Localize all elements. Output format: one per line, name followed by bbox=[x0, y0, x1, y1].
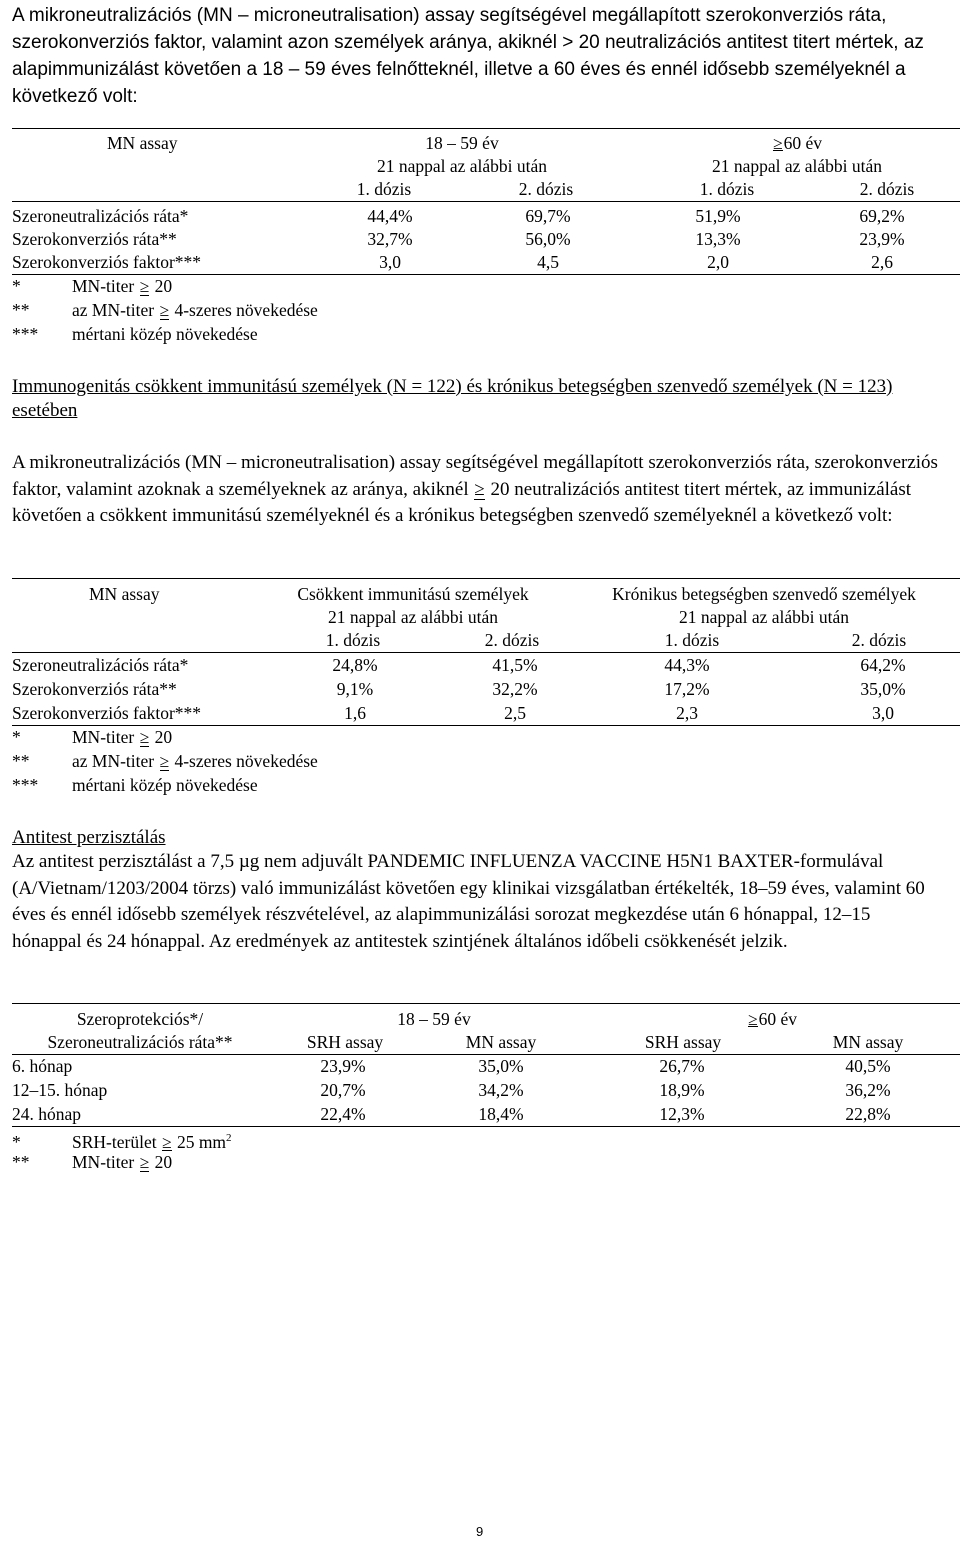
row-label: Szeroneutralizációs ráta* bbox=[12, 206, 189, 226]
table-header-label: MN assay bbox=[107, 133, 178, 153]
dose-1-label: 1. dózis bbox=[699, 179, 755, 199]
table-header-line1: Szeroprotekciós*/ bbox=[76, 1009, 204, 1029]
table-cell: 34,2% bbox=[478, 1080, 524, 1100]
group-title-chronic: Krónikus betegségben szenvedő személyek bbox=[612, 584, 916, 604]
table-rule bbox=[12, 128, 960, 129]
row-label: Szerokonverziós faktor*** bbox=[12, 252, 202, 272]
group-subtitle: 21 nappal az alábbi után bbox=[327, 607, 499, 627]
table-cell: 3,0 bbox=[379, 252, 401, 272]
row-label: 6. hónap bbox=[12, 1056, 73, 1076]
table-rule bbox=[12, 1003, 960, 1004]
table-cell: 44,4% bbox=[367, 206, 413, 226]
table-cell: 2,0 bbox=[707, 252, 729, 272]
table-rule bbox=[12, 201, 960, 202]
table-cell: 18,9% bbox=[659, 1080, 705, 1100]
dose-1-label: 1. dózis bbox=[325, 630, 381, 650]
col-label: SRH assay bbox=[644, 1032, 722, 1052]
table-cell: 69,7% bbox=[525, 206, 571, 226]
table-cell: 69,2% bbox=[859, 206, 905, 226]
row-label: 12–15. hónap bbox=[12, 1080, 108, 1100]
table-cell: 22,4% bbox=[320, 1104, 366, 1124]
col-label: MN assay bbox=[465, 1032, 537, 1052]
row-label: Szerokonverziós ráta** bbox=[12, 679, 177, 699]
table-cell: 22,8% bbox=[845, 1104, 891, 1124]
footnote: *** mértani közép növekedése bbox=[12, 775, 258, 795]
table-cell: 23,9% bbox=[320, 1056, 366, 1076]
table-cell: 41,5% bbox=[492, 655, 538, 675]
table-cell: 1,6 bbox=[344, 703, 366, 723]
table-cell: 64,2% bbox=[860, 655, 906, 675]
dose-2-label: 2. dózis bbox=[851, 630, 907, 650]
group-title-60: ≥60 év bbox=[747, 1009, 798, 1029]
intro-paragraph: A mikroneutralizációs (MN – microneutralisation) assay segítségével megállapított szerokonverziós ráta, szerokonverziós faktor, valamint azon személyek aránya, akiknél > 20 neutralizációs antitest titert mértek, az alapimmunizálást követően a 18 – 59 éves felnőtteknél, illetve a 60 éves és ennél idősebb személyeknél a következő volt: bbox=[12, 5, 924, 107]
table-rule bbox=[12, 652, 960, 653]
table-cell: 2,3 bbox=[676, 703, 698, 723]
table-cell: 35,0% bbox=[860, 679, 906, 699]
paragraph-persistence: Az antitest perzisztálást a 7,5 µg nem adjuvált PANDEMIC INFLUENZA VACCINE H5N1 BAXTER-formulával (A/Vietnam/1203/2004 törzs) való immunizálást követően egy klinikai vizsgálatban értékelték, 18–59 éves, valamint 60 éves és ennél idősebb személyek részvételével, az alapimmunizálási sorozat megkezdése után 6 hónappal, 12–15 hónappal és 24 hónappal. Az eredmények az antitestek szintjének általános időbeli csökkenését jelzik. bbox=[12, 851, 925, 952]
table-cell: 26,7% bbox=[659, 1056, 705, 1076]
row-label: Szerokonverziós ráta** bbox=[12, 229, 177, 249]
group-title-60: ≥60 év bbox=[772, 133, 823, 153]
footnote: ** az MN-titer ≥ 4-szeres növekedése bbox=[12, 750, 318, 774]
footnote: * MN-titer ≥ 20 bbox=[12, 726, 172, 750]
table-cell: 2,5 bbox=[504, 703, 526, 723]
table-cell: 13,3% bbox=[695, 229, 741, 249]
table-cell: 2,6 bbox=[871, 252, 893, 272]
table-cell: 20,7% bbox=[320, 1080, 366, 1100]
page-number: 9 bbox=[476, 1524, 484, 1539]
paragraph-immunogenicity: A mikroneutralizációs (MN – microneutralisation) assay segítségével megállapított szerokonverziós ráta, szerokonverziós faktor, valamint azoknak a személyeknek az aránya, akiknél ≥ 20 neutralizációs antitest titert mértek, az immunizálást követően a csökkent immunitású személyeknél és a krónikus betegségben szenvedő személyeknél a következő volt: bbox=[12, 452, 938, 526]
table-cell: 51,9% bbox=[695, 206, 741, 226]
footnote: ** MN-titer ≥ 20 bbox=[12, 1151, 172, 1175]
dose-2-label: 2. dózis bbox=[518, 179, 574, 199]
table-header-line2: Szeroneutralizációs ráta** bbox=[47, 1032, 233, 1052]
table-cell: 32,7% bbox=[367, 229, 413, 249]
table-cell: 18,4% bbox=[478, 1104, 524, 1124]
group-title-immunocompromised: Csökkent immunitású személyek bbox=[297, 584, 529, 604]
table-cell: 32,2% bbox=[492, 679, 538, 699]
section-heading-immunogenicity: Immunogenitás csökkent immunitású személyek (N = 122) és krónikus betegségben szenvedő személyek (N = 123) esetében bbox=[12, 376, 893, 421]
row-label: Szeroneutralizációs ráta* bbox=[12, 655, 189, 675]
col-label: MN assay bbox=[832, 1032, 904, 1052]
table-cell: 24,8% bbox=[332, 655, 378, 675]
group-subtitle: 21 nappal az alábbi után bbox=[376, 156, 548, 176]
footnote: * MN-titer ≥ 20 bbox=[12, 275, 172, 299]
footnote: ** az MN-titer ≥ 4-szeres növekedése bbox=[12, 299, 318, 323]
table-cell: 40,5% bbox=[845, 1056, 891, 1076]
table-cell: 35,0% bbox=[478, 1056, 524, 1076]
table-rule bbox=[12, 578, 960, 579]
footnote: * SRH-terület ≥ 25 $mm^2$ bbox=[12, 1127, 232, 1154]
dose-2-label: 2. dózis bbox=[484, 630, 540, 650]
table-cell: 3,0 bbox=[872, 703, 894, 723]
dose-1-label: 1. dózis bbox=[664, 630, 720, 650]
group-subtitle: 21 nappal az alábbi után bbox=[711, 156, 883, 176]
table-cell: 36,2% bbox=[845, 1080, 891, 1100]
table-header-label: MN assay bbox=[89, 584, 160, 604]
dose-2-label: 2. dózis bbox=[859, 179, 915, 199]
table-cell: 23,9% bbox=[859, 229, 905, 249]
row-label: 24. hónap bbox=[12, 1104, 82, 1124]
table-cell: 17,2% bbox=[664, 679, 710, 699]
table-cell: 56,0% bbox=[525, 229, 571, 249]
table-cell: 9,1% bbox=[336, 679, 374, 699]
footnote: *** mértani közép növekedése bbox=[12, 324, 258, 344]
section-heading-persistence: Antitest perzisztálás bbox=[12, 827, 166, 848]
dose-1-label: 1. dózis bbox=[356, 179, 412, 199]
table-cell: 44,3% bbox=[664, 655, 710, 675]
col-label: SRH assay bbox=[306, 1032, 384, 1052]
row-label: Szerokonverziós faktor*** bbox=[12, 703, 202, 723]
table-cell: 12,3% bbox=[659, 1104, 705, 1124]
group-subtitle: 21 nappal az alábbi után bbox=[678, 607, 850, 627]
group-title-18-59: 18 – 59 év bbox=[425, 133, 499, 153]
table-cell: 4,5 bbox=[537, 252, 559, 272]
group-title-18-59: 18 – 59 év bbox=[397, 1009, 471, 1029]
